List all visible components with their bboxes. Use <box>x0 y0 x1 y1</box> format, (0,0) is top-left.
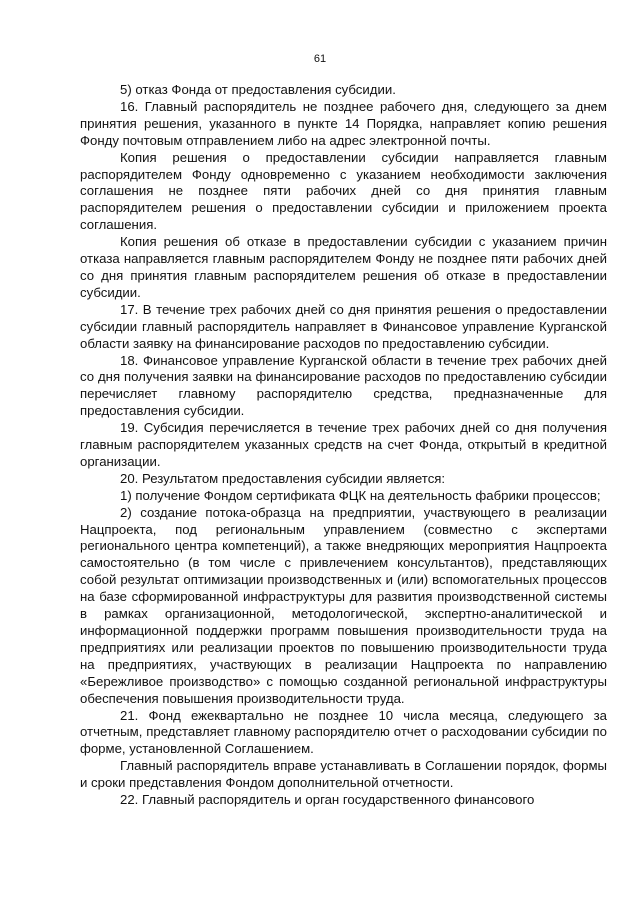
paragraph-22: 22. Главный распорядитель и орган государственного финансового <box>120 792 535 808</box>
document-body <box>80 82 607 809</box>
paragraph-additional-reporting: Главный распорядитель вправе устанавливать в Соглашении порядок, формы и сроки представления Фондом дополнительной отчетности. <box>80 758 607 791</box>
paragraph-21: 21. Фонд ежеквартально не позднее 10 числа месяца, следующего за отчетным, представляет главному распорядителю отчет о расходовании субсидии по форме, установленной Соглашением. <box>80 707 607 757</box>
paragraph-16: 16. Главный распорядитель не позднее рабочего дня, следующего за днем принятия решения, указанного в пункте 14 Порядка, направляет копию решения Фонду почтовым отправлением либо на адрес электронной почты. <box>80 98 607 148</box>
paragraph-20-item-2: 2) создание потока-образца на предприятии, участвующего в реализации Нацпроекта, под региональным управлением (совместно с экспертами регионального центра компетенций), а также внедряющих мероприятия Нацпроекта самостоятельно (в том числе с привлечением консультантов), представляющих собой результат оптимизации производственных и (или) вспомогательных процессов на базе сформированной инфраструктуры для развития производственной системы в рамках организационной, методологической, экспертно-аналитической и информационной поддержки программ повышения производительности труда на предприятиях или реализации проектов по повышению производительности труда на предприятиях, участвующих в реализации Нацпроекта по направлению «Бережливое производство» с помощью созданной региональной инфраструктуры обеспечения повышения производительности труда. <box>80 504 607 706</box>
paragraph-18: 18. Финансовое управление Курганской области в течение трех рабочих дней со дня получения заявки на финансирование расходов по предоставлению субсидии перечисляет главному распорядителю средства, предназначенные для предоставления субсидии. <box>80 352 607 419</box>
paragraph-refusal-copy: Копия решения об отказе в предоставлении субсидии с указанием причин отказа направляется главным распорядителем Фонду не позднее пяти рабочих дней со дня принятия главным распорядителем решения об отказе в предоставлении субсидии. <box>80 234 607 300</box>
paragraph-17: 17. В течение трех рабочих дней со дня принятия решения о предоставлении субсидии главный распорядитель направляет в Финансовое управление Курганской области заявку на финансирование расходов по предоставлению субсидии. <box>80 301 607 351</box>
paragraph-20-item-1: 1) получение Фондом сертификата ФЦК на деятельность фабрики процессов; <box>120 487 601 503</box>
paragraph-20: 20. Результатом предоставления субсидии является: <box>120 470 446 486</box>
paragraph-decision-copy: Копия решения о предоставлении субсидии направляется главным распорядителем Фонду одновременно с указанием необходимости заключения соглашения не позднее пяти рабочих дней со дня принятия главным распорядителем решения о предоставлении субсидии и приложением проекта соглашения. <box>80 149 607 233</box>
paragraph-19: 19. Субсидия перечисляется в течение трех рабочих дней со дня получения главным распорядителем указанных средств на счет Фонда, открытый в кредитной организации. <box>80 420 607 469</box>
paragraph-refusal-item: 5) отказ Фонда от предоставления субсидии. <box>120 82 396 97</box>
page-number: 61 <box>313 53 327 65</box>
